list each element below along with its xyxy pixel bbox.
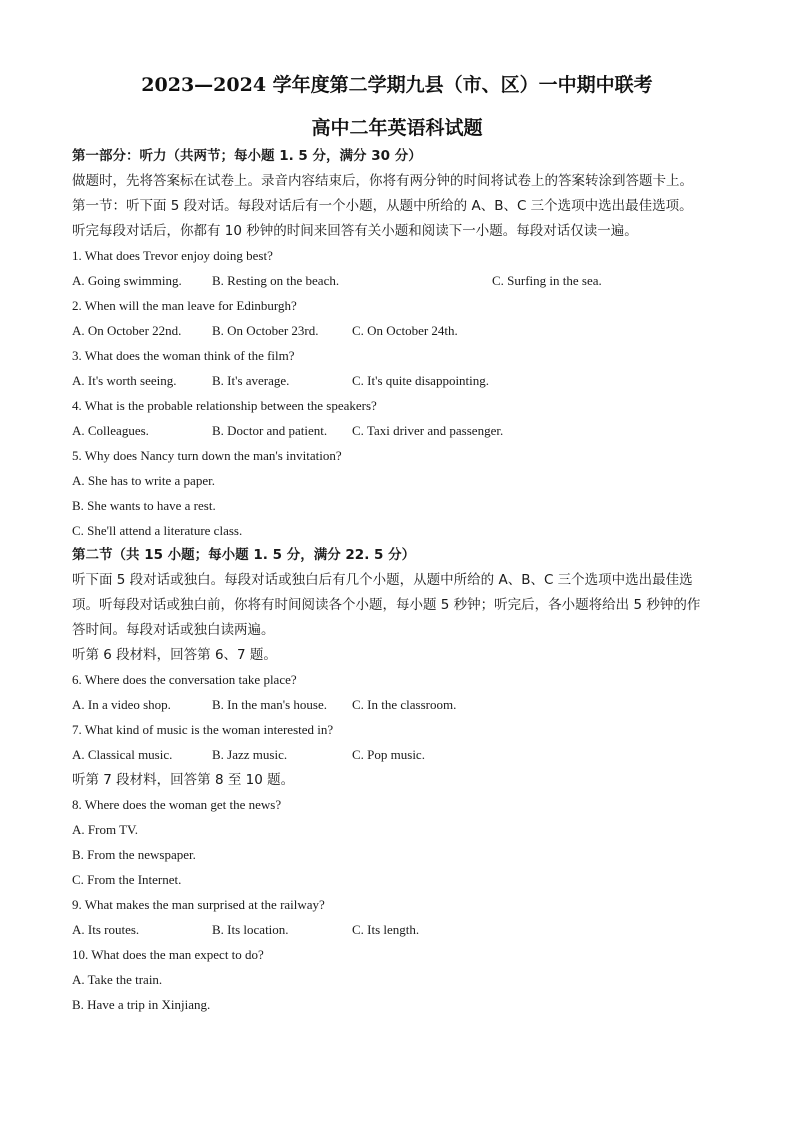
question-9-option-c: C. Its length. bbox=[352, 922, 420, 937]
section2-intro-line3: 答时间。每段对话或独白读两遍。 bbox=[72, 622, 275, 638]
question-7-option-c: C. Pop music. bbox=[352, 747, 425, 762]
question-1-option-c: C. Surfing in the sea. bbox=[492, 273, 602, 288]
exam-title: 2023—2024 学年度第二学期九县（市、区）一中期中联考 bbox=[141, 74, 653, 96]
question-7-stem: 7. What kind of music is the woman interested in? bbox=[72, 722, 334, 737]
question-6-option-b: B. In the man's house. bbox=[212, 697, 327, 712]
section2-intro-line2: 项。听每段对话或独白前，你将有时间阅读各个小题，每小题 5 秒钟；听完后，各小题将给出 5 秒钟的作 bbox=[72, 597, 701, 613]
question-3-option-c: C. It's quite disappointing. bbox=[352, 373, 490, 388]
question-8-stem: 8. Where does the woman get the news? bbox=[72, 797, 282, 812]
question-7-option-a: A. Classical music. bbox=[72, 747, 173, 762]
question-8-option-a: A. From TV. bbox=[72, 822, 138, 837]
part1-instruction: 做题时，先将答案标在试卷上。录音内容结束后，你将有两分钟的时间将试卷上的答案转涂到答题卡上。 bbox=[72, 173, 693, 189]
question-9-stem: 9. What makes the man surprised at the railway? bbox=[72, 897, 325, 912]
question-5-stem: 5. Why does Nancy turn down the man's invitation? bbox=[72, 448, 342, 463]
question-4-option-b: B. Doctor and patient. bbox=[212, 423, 328, 438]
question-2-option-c: C. On October 24th. bbox=[352, 323, 458, 338]
question-10-option-b: B. Have a trip in Xinjiang. bbox=[72, 997, 211, 1012]
question-4-option-a: A. Colleagues. bbox=[72, 423, 149, 438]
material-6-instruction: 听第 6 段材料，回答第 6、7 题。 bbox=[72, 647, 277, 663]
question-7-option-b: B. Jazz music. bbox=[212, 747, 288, 762]
question-2-option-a: A. On October 22nd. bbox=[72, 323, 182, 338]
question-5-option-c: C. She'll attend a literature class. bbox=[72, 523, 243, 538]
question-6-stem: 6. Where does the conversation take place? bbox=[72, 672, 297, 687]
question-8-option-c: C. From the Internet. bbox=[72, 872, 182, 887]
section1-intro-line2: 听完每段对话后，你都有 10 秒钟的时间来回答有关小题和阅读下一小题。每段对话仅读一遍。 bbox=[72, 223, 638, 239]
question-3-option-b: B. It's average. bbox=[212, 373, 290, 388]
question-4-stem: 4. What is the probable relationship between the speakers? bbox=[72, 398, 377, 413]
question-8-option-b: B. From the newspaper. bbox=[72, 847, 196, 862]
question-1-option-a: A. Going swimming. bbox=[72, 273, 182, 288]
question-3-option-a: A. It's worth seeing. bbox=[72, 373, 177, 388]
question-2-option-b: B. On October 23rd. bbox=[212, 323, 319, 338]
section1-intro-line1: 第一节：听下面 5 段对话。每段对话后有一个小题，从题中所给的 A、B、C 三个选项中选出最佳选项。 bbox=[72, 198, 693, 214]
question-6-option-c: C. In the classroom. bbox=[352, 697, 457, 712]
question-4-option-c: C. Taxi driver and passenger. bbox=[352, 423, 504, 438]
question-6-option-a: A. In a video shop. bbox=[72, 697, 171, 712]
material-7-instruction: 听第 7 段材料，回答第 8 至 10 题。 bbox=[72, 772, 295, 788]
question-1-option-b: B. Resting on the beach. bbox=[212, 273, 340, 288]
question-9-option-a: A. Its routes. bbox=[72, 922, 140, 937]
question-9-option-b: B. Its location. bbox=[212, 922, 289, 937]
section2-heading: 第二节（共 15 小题；每小题 1. 5 分，满分 22. 5 分） bbox=[72, 547, 416, 563]
part1-heading: 第一部分：听力（共两节；每小题 1. 5 分，满分 30 分） bbox=[72, 148, 422, 164]
question-5-option-a: A. She has to write a paper. bbox=[72, 473, 215, 488]
question-10-stem: 10. What does the man expect to do? bbox=[72, 947, 264, 962]
question-3-stem: 3. What does the woman think of the film? bbox=[72, 348, 295, 363]
question-1-stem: 1. What does Trevor enjoy doing best? bbox=[72, 248, 273, 263]
question-5-option-b: B. She wants to have a rest. bbox=[72, 498, 216, 513]
question-2-stem: 2. When will the man leave for Edinburgh? bbox=[72, 298, 297, 313]
section2-intro-line1: 听下面 5 段对话或独白。每段对话或独白后有几个小题，从题中所给的 A、B、C 三个选项中选出最佳选 bbox=[72, 572, 693, 588]
exam-subtitle: 高中二年英语科试题 bbox=[311, 117, 483, 139]
question-10-option-a: A. Take the train. bbox=[72, 972, 163, 987]
